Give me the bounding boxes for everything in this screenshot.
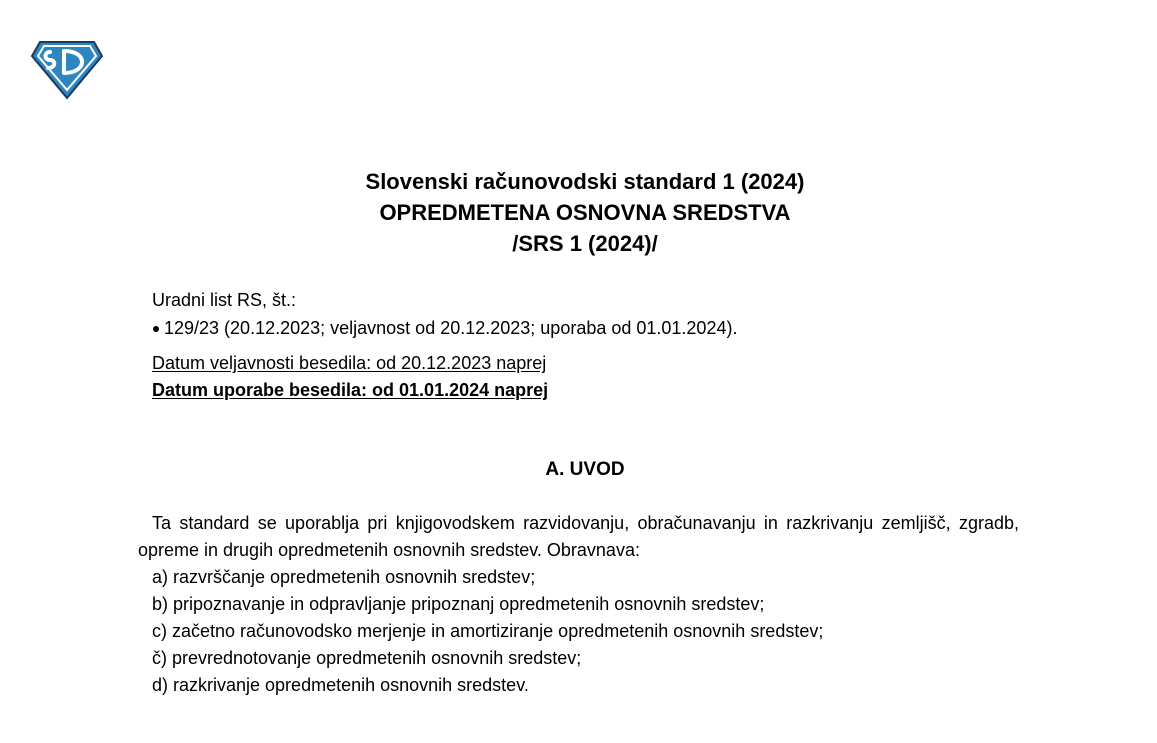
list-item: c) začetno računovodsko merjenje in amortiziranje opredmetenih osnovnih sredstev; xyxy=(152,621,824,641)
section-heading: A. UVOD xyxy=(545,459,625,480)
application-date: Datum uporabe besedila: od 01.01.2024 naprej xyxy=(152,380,549,400)
title-line-code: /SRS 1 (2024)/ xyxy=(512,231,658,256)
list-item: b) pripoznavanje in odpravljanje pripoznanj opredmetenih osnovnih sredstev; xyxy=(152,594,765,614)
document-title xyxy=(0,166,1157,259)
gazette-label: Uradni list RS, št.: xyxy=(152,290,297,310)
gazette-entry-text: 129/23 (20.12.2023; veljavnost od 20.12.2023; uporaba od 01.01.2024). xyxy=(164,318,738,338)
intro-paragraph: Ta standard se uporablja pri knjigovodskem razvidovanju, obračunavanju in razkrivanju zemljišč, zgradb, opreme in drugih opredmetenih osnovnih sredstev. Obravnava: xyxy=(138,513,1019,560)
list-item: č) prevrednotovanje opredmetenih osnovnih sredstev; xyxy=(152,648,582,668)
text-dates xyxy=(152,350,548,404)
validity-date: Datum veljavnosti besedila: od 20.12.2023 naprej xyxy=(152,353,547,373)
section-body xyxy=(138,510,1019,699)
title-line-topic: OPREDMETENA OSNOVNA SREDSTVA xyxy=(379,200,791,225)
list-item: d) razkrivanje opredmetenih osnovnih sredstev. xyxy=(152,675,529,695)
publisher-logo-icon xyxy=(30,40,104,100)
list-item: a) razvrščanje opredmetenih osnovnih sredstev; xyxy=(152,567,536,587)
bullet-icon xyxy=(153,326,159,332)
gazette-entry xyxy=(152,314,737,342)
gazette-reference xyxy=(152,286,737,342)
title-line-standard: Slovenski računovodski standard 1 (2024) xyxy=(365,169,805,194)
